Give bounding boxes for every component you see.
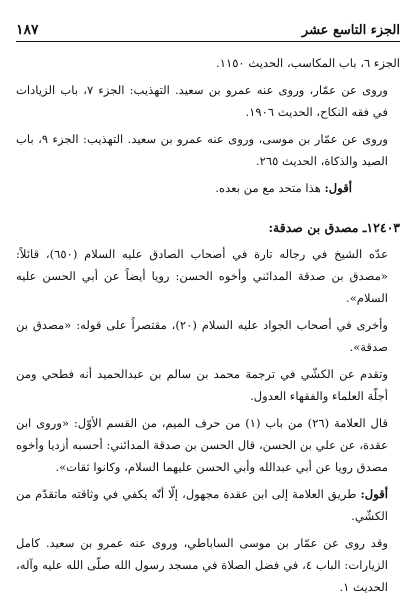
- page-body: [16, 52, 400, 598]
- header-rule: [16, 41, 400, 42]
- intro-paragraph-3: وروى عن عمّار بن موسى، وروى عنه عمرو بن سعيد. التهذيب: الجزء ٩، باب الصيد والذكاة، الحديث ٢٦٥.: [16, 132, 389, 168]
- entry-paragraph-6: وقد روى عن عمّار بن موسى الساباطي، وروى عنه عمرو بن سعيد. كامل الزيارات: الباب ٤، في فضل الصلاة في مسجد رسول الله صلّى الله عليه وآله، الحديث ١.: [16, 536, 388, 594]
- page-header: [16, 16, 400, 38]
- intro-paragraph-1: الجزء ٦، باب المكاسب، الحديث ١١٥٠.: [216, 56, 400, 70]
- intro-note: [16, 177, 400, 199]
- entry-note-label: أقول:: [360, 487, 388, 501]
- note-label: أقول:: [324, 181, 352, 195]
- document-page: [16, 16, 400, 596]
- header-title: الجزء التاسع عشر: [301, 23, 400, 38]
- entry-title: ١٢٤٠٣ـ مصدق بن صدقة:: [268, 220, 400, 235]
- intro-paragraph-2: وروى عن عمّار، وروى عنه عمرو بن سعيد. التهذيب: الجزء ٧، باب الزيادات في فقه النكاح، الحديث ١٩٠٦.: [16, 83, 389, 119]
- entry-paragraph-5: [16, 483, 400, 527]
- entry-paragraph-2: وأخرى في أصحاب الجواد عليه السلام (٢٠)، مقتصراً على قوله: «مصدق بن صدقة».: [16, 318, 388, 354]
- entry-paragraph-4: قال العلامة (٢٦) من باب (١) من حرف الميم، من القسم الأوّل: «وروى ابن عقدة، عن علي بن الحسن، قال الحسن بن صدقة المدائني: أحسبه أزديا وأخوه مصدق رويا عن أبي عبدالله وأبي الحسن عليهما السلام، وكانوا ثقات».: [16, 416, 389, 474]
- entry-paragraph-1: عدّه الشيخ في رجاله تارة في أصحاب الصادق عليه السلام (٦٥٠)، قائلاً: «مصدق بن صدقة المدائني وأخوه الحسن: رويا أيضاً عن أبي الحسن عليه السلام».: [16, 247, 388, 305]
- note-text: هذا متحد مع من بعده.: [215, 181, 325, 195]
- page-number: ١٨٧: [16, 22, 39, 38]
- entry-paragraph-3: وتقدم عن الكشّي في ترجمة محمد بن سالم بن عبدالحميد أنه فطحي ومن أجلّة العلماء والفقهاء العدول.: [16, 367, 388, 403]
- entry-note-text: طريق العلامة إلى ابن عقدة مجهول، إلّا أنّه يكفي في وثاقته ماتقدّم من الكشّي.: [16, 487, 388, 523]
